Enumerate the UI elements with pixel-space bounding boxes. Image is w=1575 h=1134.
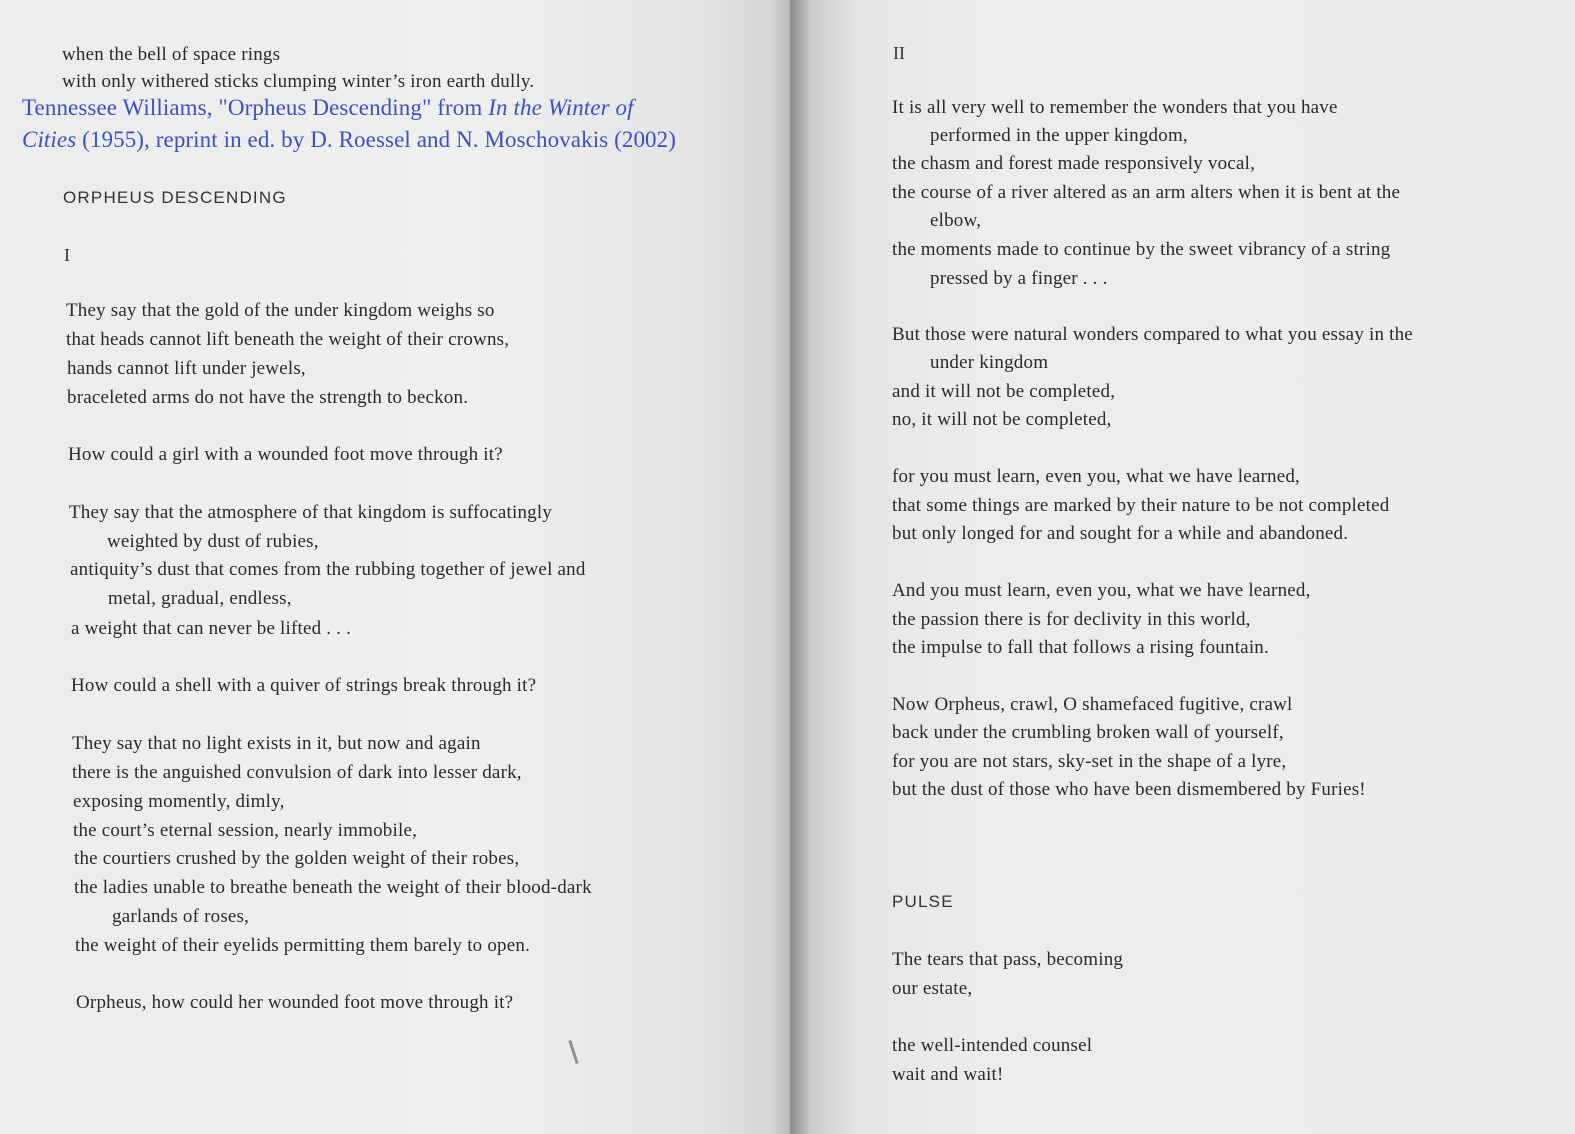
poem-line: for you must learn, even you, what we have learned,: [892, 466, 1301, 487]
citation-text: (1955), reprint in ed. by D. Roessel and N. Moschovakis (2002): [76, 127, 677, 152]
poem-line: They say that the gold of the under kingdom weighs so: [66, 300, 495, 321]
poem-line: exposing momently, dimly,: [73, 791, 285, 812]
poem-title-pulse: PULSE: [892, 892, 954, 911]
poem-line: garlands of roses,: [112, 906, 250, 927]
poem-line: Now Orpheus, crawl, O shamefaced fugitive, crawl: [892, 694, 1293, 715]
poem-line: elbow,: [930, 210, 982, 231]
poem-line: the passion there is for declivity in this world,: [892, 609, 1251, 630]
poem-line: But those were natural wonders compared to what you essay in the: [892, 324, 1413, 345]
pen-mark: [568, 1040, 578, 1064]
poem-title: ORPHEUS DESCENDING: [63, 188, 287, 207]
poem-line: but the dust of those who have been dismembered by Furies!: [892, 779, 1366, 800]
citation-annotation: [22, 95, 634, 121]
poem-line: They say that the atmosphere of that kingdom is suffocatingly: [69, 502, 553, 523]
poem-line: It is all very well to remember the wonders that you have: [892, 97, 1338, 118]
poem-line: the impulse to fall that follows a rising fountain.: [892, 637, 1269, 658]
poem-line: a weight that can never be lifted . . .: [71, 618, 352, 639]
poem-line: weighted by dust of rubies,: [107, 531, 319, 552]
poem-line: back under the crumbling broken wall of yourself,: [892, 722, 1284, 743]
poem-line: pressed by a finger . . .: [930, 268, 1108, 289]
poem-line: wait and wait!: [892, 1064, 1004, 1085]
citation-annotation-line2: [22, 127, 676, 153]
poem-line: that heads cannot lift beneath the weight of their crowns,: [66, 329, 510, 350]
poem-line: the court’s eternal session, nearly immobile,: [73, 820, 418, 841]
poem-line: that some things are marked by their nature to be not completed: [892, 495, 1390, 516]
right-page: [790, 0, 1575, 1134]
poem-line: antiquity’s dust that comes from the rubbing together of jewel and: [70, 559, 586, 580]
poem-line: They say that no light exists in it, but now and again: [72, 733, 481, 754]
poem-line: metal, gradual, endless,: [108, 588, 292, 609]
poem-line: the ladies unable to breathe beneath the weight of their blood-dark: [74, 877, 592, 898]
poem-line: for you are not stars, sky-set in the shape of a lyre,: [892, 751, 1287, 772]
poem-line: and it will not be completed,: [892, 381, 1116, 402]
poem-line: Orpheus, how could her wounded foot move through it?: [76, 992, 514, 1013]
poem-line: braceleted arms do not have the strength to beckon.: [67, 387, 469, 408]
poem-line: performed in the upper kingdom,: [930, 125, 1188, 146]
citation-text: Tennessee Williams, "Orpheus Descending" from: [22, 95, 489, 120]
intro-line: when the bell of space rings: [62, 44, 281, 65]
poem-line: the courtiers crushed by the golden weight of their robes,: [74, 848, 520, 869]
poem-line: the course of a river altered as an arm alters when it is bent at the: [892, 182, 1401, 203]
section-number: I: [64, 245, 70, 265]
poem-line: And you must learn, even you, what we have learned,: [892, 580, 1311, 601]
section-number: II: [893, 43, 905, 63]
poem-line: the moments made to continue by the sweet vibrancy of a string: [892, 239, 1391, 260]
poem-line: under kingdom: [930, 352, 1049, 373]
citation-book-title: In the Winter of: [488, 95, 634, 120]
poem-line: the weight of their eyelids permitting them barely to open.: [75, 935, 531, 956]
poem-line: the chasm and forest made responsively vocal,: [892, 153, 1256, 174]
book-gutter: [770, 0, 810, 1134]
poem-line: there is the anguished convulsion of dark into lesser dark,: [72, 762, 522, 783]
poem-line: no, it will not be completed,: [892, 409, 1112, 430]
poem-line: How could a shell with a quiver of strings break through it?: [71, 675, 537, 696]
poem-line: but only longed for and sought for a while and abandoned.: [892, 523, 1349, 544]
poem-line: the well-intended counsel: [892, 1035, 1093, 1056]
poem-line: our estate,: [892, 978, 973, 999]
poem-line: The tears that pass, becoming: [892, 949, 1124, 970]
intro-line: with only withered sticks clumping winter’s iron earth dully.: [62, 71, 535, 92]
poem-line: How could a girl with a wounded foot move through it?: [68, 444, 503, 465]
poem-line: hands cannot lift under jewels,: [67, 358, 306, 379]
citation-book-title-end: Cities: [22, 127, 77, 152]
